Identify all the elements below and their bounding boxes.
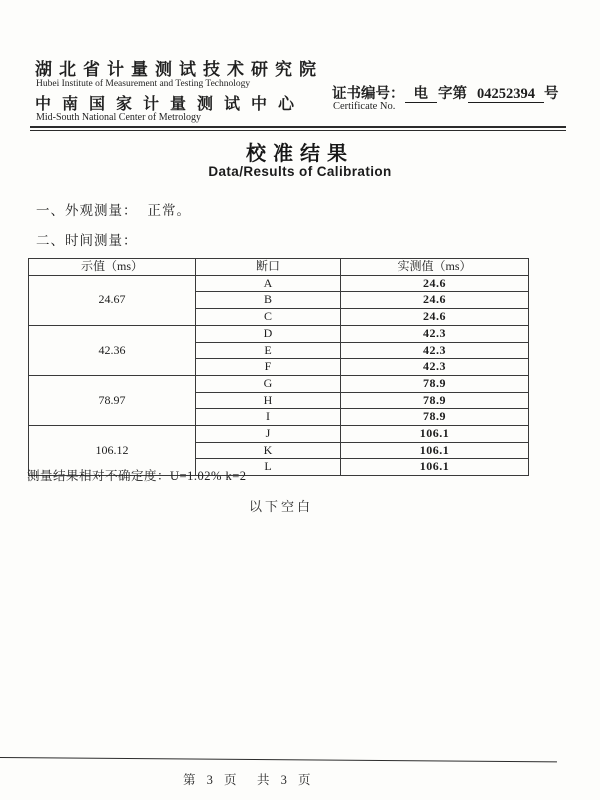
uncertainty-note: 测量结果相对不确定度：U=1.02% k=2 (27, 469, 247, 483)
certificate-number-line (332, 82, 559, 103)
appearance-label: 一、外观测量： (36, 203, 138, 218)
port-cell: L (196, 459, 341, 476)
port-cell: G (196, 375, 341, 392)
center-name-cn: 中南国家计量测试中心 (35, 96, 306, 113)
measured-cell: 106.1 (341, 426, 529, 443)
measured-cell: 42.3 (341, 325, 529, 342)
port-cell: C (196, 309, 341, 326)
port-cell: K (196, 442, 341, 459)
col-header-indicated: 示值（ms） (29, 259, 196, 276)
measured-cell: 24.6 (341, 292, 529, 309)
port-cell: D (196, 325, 341, 342)
certificate-middle: 字第 (438, 86, 467, 102)
indicated-value: 106.12 (29, 426, 196, 476)
table-row (29, 275, 529, 292)
institute-name-cn: 湖北省计量测试技术研究院 (35, 60, 323, 79)
blank-below-note: 以下空白 (249, 499, 314, 514)
institute-name-en: Hubei Institute of Measurement and Testing Technology (36, 79, 251, 89)
measurement-table (28, 258, 529, 476)
certificate-prefix: 电 (405, 86, 438, 103)
page-number: 第 3 页 共 3 页 (183, 773, 315, 787)
measured-cell: 24.6 (341, 275, 529, 292)
certificate-suffix: 号 (544, 86, 559, 102)
table-header-row (29, 259, 529, 276)
measured-cell: 106.1 (341, 442, 529, 459)
port-cell: F (196, 359, 341, 376)
indicated-value: 78.97 (29, 375, 196, 425)
table-row (29, 426, 529, 443)
port-cell: I (196, 409, 341, 426)
certificate-label-en: Certificate No. (333, 101, 396, 112)
measured-cell: 42.3 (341, 359, 529, 376)
port-cell: E (196, 342, 341, 359)
appearance-measurement-line (36, 199, 191, 219)
measured-cell: 78.9 (341, 375, 529, 392)
measured-cell: 24.6 (341, 309, 529, 326)
measured-cell: 78.9 (341, 409, 529, 426)
port-cell: B (196, 292, 341, 309)
measured-cell: 42.3 (341, 342, 529, 359)
col-header-port: 断口 (196, 259, 341, 276)
col-header-measured: 实测值（ms） (341, 259, 529, 276)
certificate-label: 证书编号： (332, 86, 405, 102)
measured-cell: 106.1 (341, 459, 529, 476)
measured-cell: 78.9 (341, 392, 529, 409)
time-measurement-label: 二、时间测量： (36, 233, 138, 248)
indicated-value: 24.67 (29, 275, 196, 325)
center-name-en: Mid-South National Center of Metrology (36, 112, 201, 123)
page-title-en: Data/Results of Calibration (208, 164, 392, 179)
certificate-number: 04252394 (468, 86, 544, 103)
port-cell: H (196, 392, 341, 409)
footer-divider-rule (0, 757, 557, 762)
table-row (29, 325, 529, 342)
appearance-value: 正常。 (147, 203, 191, 218)
port-cell: J (196, 426, 341, 443)
table-row (29, 375, 529, 392)
port-cell: A (196, 275, 341, 292)
page-title-cn: 校准结果 (246, 143, 354, 165)
header-divider-rule (30, 126, 566, 131)
indicated-value: 42.36 (29, 325, 196, 375)
